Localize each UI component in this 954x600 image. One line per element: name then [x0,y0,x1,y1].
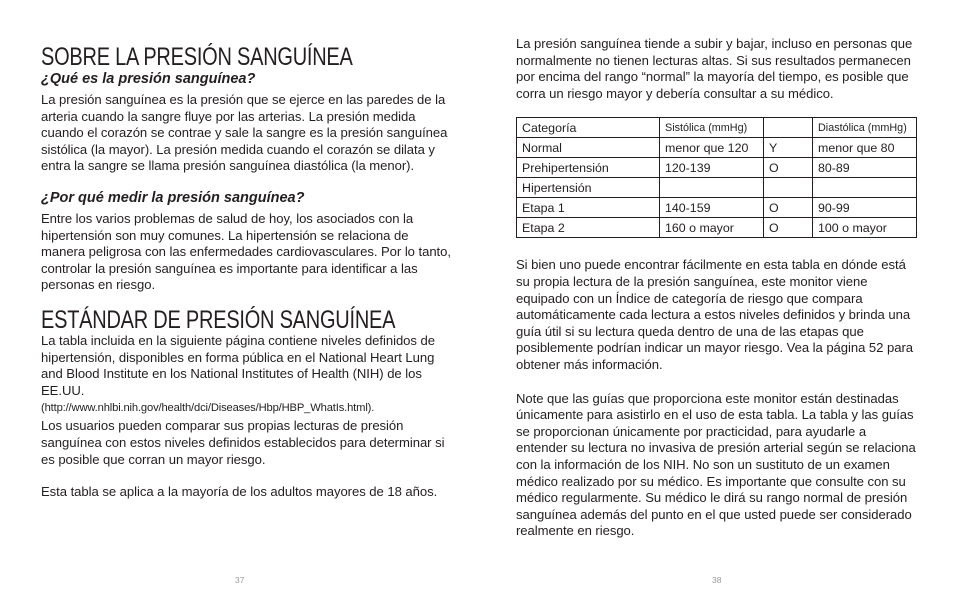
cell-diastolic [813,178,917,198]
cell-connector: O [764,158,813,178]
cell-category: Prehipertensión [517,158,660,178]
cell-category: Normal [517,138,660,158]
cell-systolic: 140-159 [660,198,764,218]
header-category: Categoría [517,118,660,138]
paragraph-risk-index: Si bien uno puede encontrar fácilmente en esta tabla en dónde está su propia lectura de la presión sanguínea, este monitor viene equipado con un Índice de categoría de riesgo que compara automáticamente cada lectura a estos niveles definidos y brinda una guía útil si su lectura queda dentro de una de las etapas que posiblemente podrían indicar un mayor riesgo. Vea la página 52 para obtener más información. [516,257,913,372]
cell-diastolic: menor que 80 [813,138,917,158]
section-title-blood-pressure-standard: ESTÁNDAR DE PRESIÓN SANGUÍNEA [41,305,396,334]
header-systolic: Sistólica (mmHg) [660,118,764,138]
table-row [517,198,917,218]
paragraph-why-measure: Entre los varios problemas de salud de hoy, los asociados con la hipertensión son muy comunes. La hipertensión se relaciona de manera peligrosa con las enfermedades cardiovasculares. Por lo tanto, controlar la presión sanguínea es importante para identificar a las personas en riesgo. [41,210,451,293]
cell-connector [764,178,813,198]
header-connector [764,118,813,138]
header-diastolic: Diastólica (mmHg) [813,118,917,138]
subheading-why-measure: ¿Por qué medir la presión sanguínea? [41,189,305,206]
blood-pressure-table [516,117,917,238]
paragraph-disclaimer: Note que las guías que proporciona este monitor están destinadas únicamente para asistirlo en el uso de esta tabla. La tabla y las guías se proporcionan únicamente por practicidad, para ayudarle a entender su lectura no invasiva de presión arterial según se relaciona con la información de los NIH. No son un sustituto de un examen médico realizado por su médico. Es importante que consulte con su médico regularmente. Su médico le dirá su rango normal de presión sanguínea además del punto en el que usted puede ser considerado realmente en riesgo. [516,390,916,539]
cell-category: Hipertensión [517,178,660,198]
left-page [41,0,451,600]
cell-category: Etapa 1 [517,198,660,218]
cell-diastolic: 90-99 [813,198,917,218]
cell-diastolic: 100 o mayor [813,218,917,238]
page-number-left: 37 [235,575,245,585]
cell-systolic: 120-139 [660,158,764,178]
section-title-about-blood-pressure: SOBRE LA PRESIÓN SANGUÍNEA [41,43,353,71]
cell-connector: O [764,198,813,218]
table-row [517,218,917,238]
cell-connector: O [764,218,813,238]
page-number-right: 38 [712,575,722,585]
paragraph-fluctuation: La presión sanguínea tiende a subir y bajar, incluso en personas que normalmente no tienen lecturas altas. Si sus resultados permanecen por encima del rango “normal” la mayoría del tiempo, es posible que corra un riesgo mayor y debería consultar a su médico. [516,36,913,101]
paragraph-table-intro: La tabla incluida en la siguiente página contiene niveles definidos de hipertensión, disponibles en forma pública en el National Heart Lung and Blood Institute en los National Institutes of Health (NIH) de los EE.UU. [41,332,435,398]
paragraph-adults-note: Esta tabla se aplica a la mayoría de los adultos mayores de 18 años. [41,484,438,500]
subheading-what-is-blood-pressure: ¿Qué es la presión sanguínea? [41,71,256,87]
cell-systolic: menor que 120 [660,138,764,158]
nih-url: (http://www.nhlbi.nih.gov/health/dci/Diseases/Hbp/HBP_WhatIs.html). [41,402,375,415]
table-row [517,138,917,158]
paragraph-compare-readings: Los usuarios pueden comparar sus propias lecturas de presión sanguínea con estos niveles definidos establecidos para determinar si es posible que corran un mayor riesgo. [41,418,445,467]
table-row [517,178,917,198]
table-header-row [517,118,917,138]
cell-diastolic: 80-89 [813,158,917,178]
table-row [517,158,917,178]
paragraph-definition: La presión sanguínea es la presión que se ejerce en las paredes de la arteria cuando la sangre fluye por las arterias. La presión medida cuando el corazón se contrae y sale la sangre es la presión sanguínea sistólica (la mayor). La presión medida cuando el corazón se dilata y entra la sangre se llama presión sanguínea diastólica (la menor). [41,92,448,174]
cell-systolic: 160 o mayor [660,218,764,238]
right-page [516,0,920,600]
cell-connector: Y [764,138,813,158]
cell-systolic [660,178,764,198]
cell-category: Etapa 2 [517,218,660,238]
